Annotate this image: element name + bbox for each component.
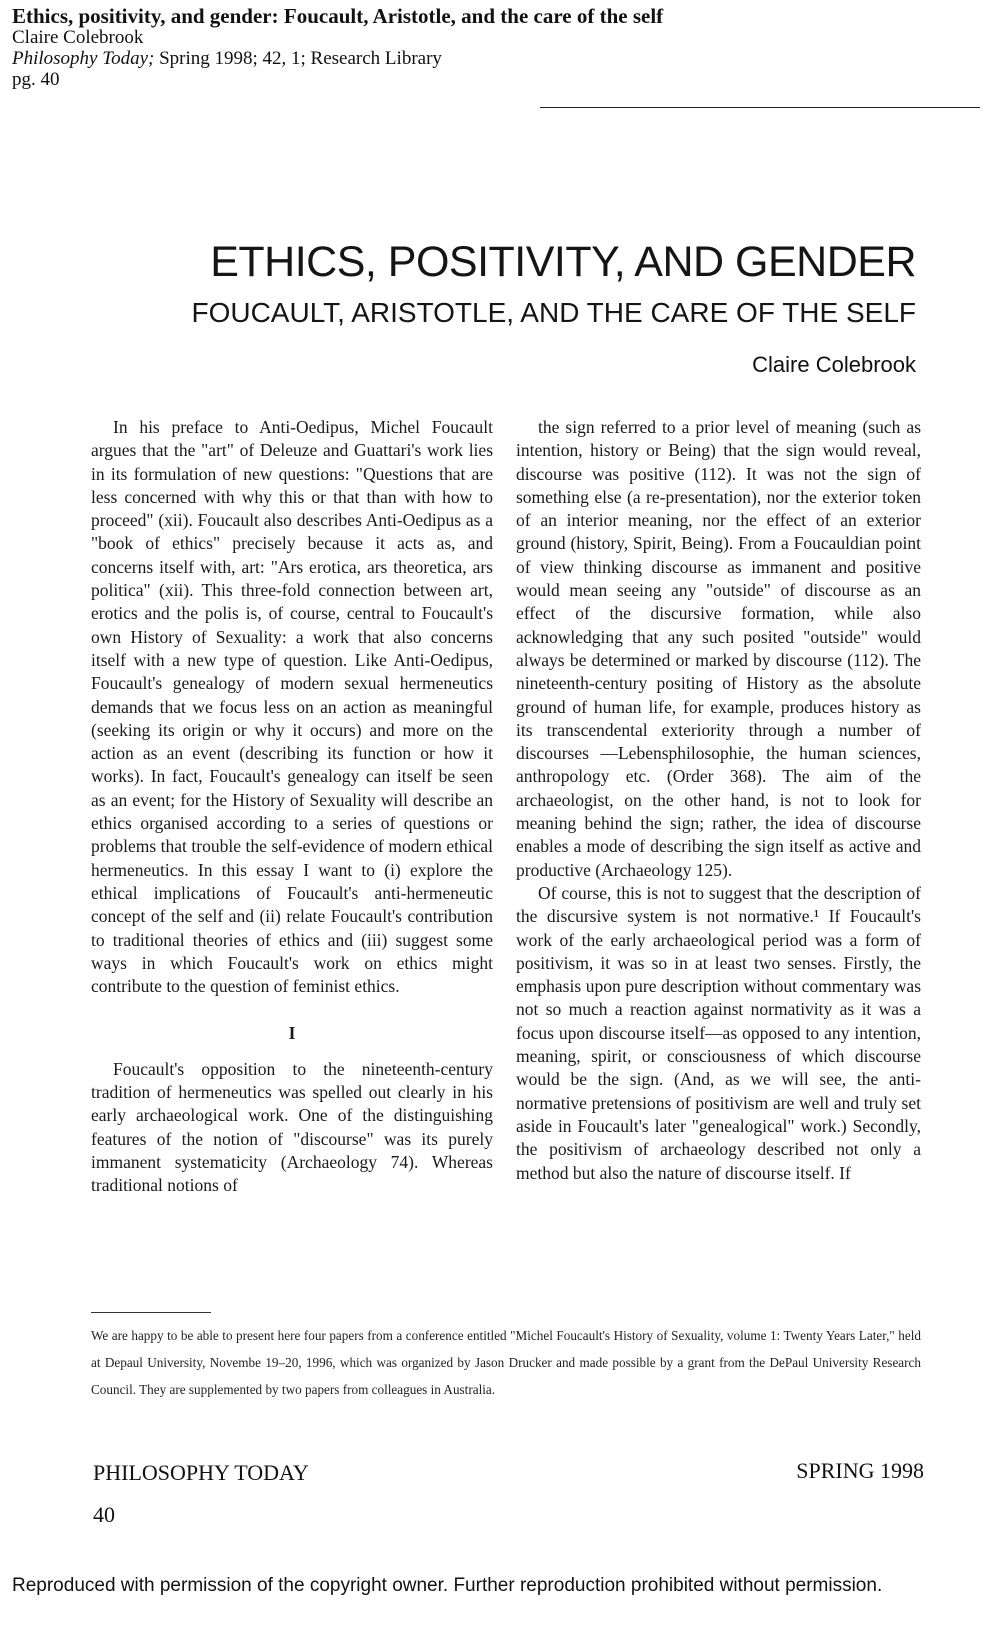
citation-header	[12, 6, 663, 90]
citation-issue: Spring 1998; 42, 1; Research Library	[154, 48, 442, 69]
column-right	[516, 416, 921, 1185]
footnote-rule	[91, 1312, 211, 1313]
citation-source	[12, 48, 663, 69]
citation-title: Ethics, positivity, and gender: Foucault, Aristotle, and the care of the self	[12, 4, 664, 28]
citation-journal: Philosophy Today;	[12, 48, 155, 69]
paragraph: Foucault's opposition to the nineteenth-century tradition of hermeneutics was spelled out clearly in his early archaeological work. One of the distinguishing features of the notion of "discourse" was its purely immanent systematicity (Archaeology 74). Whereas traditional notions of	[91, 1058, 493, 1196]
header-rule	[540, 107, 980, 108]
footnote: We are happy to be able to present here four papers from a conference entitled "Michel Foucault's History of Sexuality, volume 1: Twenty Years Later," held at Depaul University, Novembe 19–20, 1996, which was organized by Jason Drucker and made possible by a grant from the DePaul University Research Council. They are supplemented by two papers from colleagues in Australia.	[91, 1328, 921, 1397]
paragraph: Of course, this is not to suggest that the description of the discursive system is not normative.¹ If Foucault's work of the early archaeological period was a form of positivism, it was so in at least two senses. Firstly, the emphasis upon pure description without commentary was not so much a reaction against normativity as it was a focus upon discourse itself—as opposed to any intention, meaning, spirit, or consciousness of which discourse would be the sign. (And, as we will see, the anti-normative pretensions of positivism are well and truly set aside in Foucault's later "genealogical" work.) Secondly, the positivism of archaeology described not only a method but also the nature of discourse itself. If	[516, 882, 921, 1183]
citation-author: Claire Colebrook	[12, 27, 144, 48]
page-number: 40	[93, 1502, 115, 1527]
article-author: Claire Colebrook	[752, 352, 916, 377]
paragraph: the sign referred to a prior level of meaning (such as intention, history or Being) that the sign would reveal, discourse was positive (112). It was not the sign of something else (a re-presentation), nor the exterior token of an interior meaning, nor the effect of an exterior ground (history, Spirit, Being). From a Foucauldian point of view thinking discourse as immanent and positive would mean seeing any "outside" of discourse as an effect of the discursive formation, while also acknowledging that any such posited "outside" would always be determined or marked by discourse (112). The nineteenth-century positing of History as the absolute ground of human life, for example, produces history as its transcendental exteriority through a number of discourses —Lebensphilosophie, the human sciences, anthropology etc. (Order 368). The aim of the archaeologist, on the other hand, is not to look for meaning behind the sign; rather, the idea of discourse enables a mode of describing the sign itself as active and productive (Archaeology 125).	[516, 417, 921, 880]
reproduction-notice: Reproduced with permission of the copyright owner. Further reproduction prohibited without permission.	[12, 1575, 883, 1596]
footer-season: SPRING 1998	[796, 1458, 924, 1483]
section-heading: I	[288, 1023, 296, 1044]
paragraph: In his preface to Anti-Oedipus, Michel Foucault argues that the "art" of Deleuze and Guattari's work lies in its formulation of new questions: "Questions that are less concerned with why this or that than with how to proceed" (xii). Foucault also describes Anti-Oedipus as a "book of ethics" precisely because it acts as, and concerns itself with, art: "Ars erotica, ars theoretica, ars politica" (xii). This three-fold connection between art, erotics and the polis is, of course, central to Foucault's own History of Sexuality: a work that also concerns itself with a new type of question. Like Anti-Oedipus, Foucault's genealogy of modern sexual hermeneutics demands that we focus less on an action as meaningful (seeking its origin or why it occurs) and more on the action as an event (describing its function or how it works). In fact, Foucault's genealogy can itself be seen as an event; for the History of Sexuality will describe an ethics organised according to a series of questions or problems that trouble the self-evidence of modern ethical hermeneutics. In this essay I want to (i) explore the ethical implications of Foucault's anti-hermeneutic concept of the self and (ii) relate Foucault's contribution to traditional theories of ethics and (iii) suggest some ways in which Foucault's work on ethics might contribute to the question of feminist ethics.	[91, 417, 493, 997]
footer-journal: PHILOSOPHY TODAY	[93, 1460, 309, 1485]
citation-page: pg. 40	[12, 69, 60, 90]
article-subtitle: FOUCAULT, ARISTOTLE, AND THE CARE OF THE SELF	[191, 297, 916, 328]
article-title: ETHICS, POSITIVITY, AND GENDER	[210, 238, 916, 286]
column-left	[91, 416, 493, 1198]
